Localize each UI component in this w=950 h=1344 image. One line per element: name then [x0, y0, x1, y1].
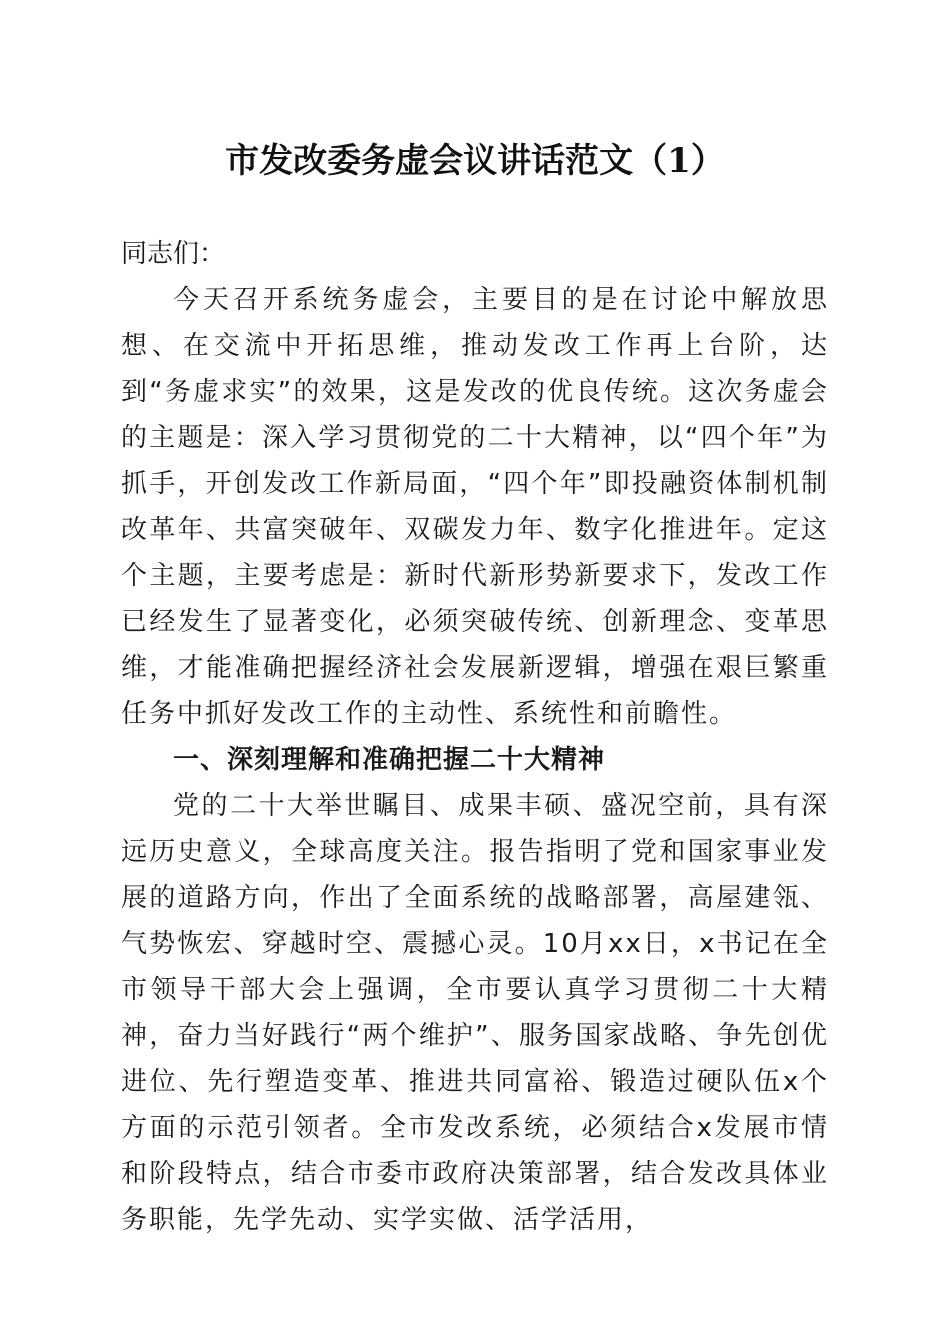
document-title: 市发改委务虚会议讲话范文（1） [225, 141, 725, 181]
salutation: 同志们： [121, 239, 226, 269]
document-body [121, 231, 829, 1243]
section-paragraph: 党的二十大举世瞩目、成果丰硕、盛况空前，具有深远历史意义，全球高度关注。报告指明了党和国家事业发展的道路方向，作出了全面系统的战略部署，高屋建瓴、气势恢宏、穿越时空、震撼心灵。10月xx日，x书记在全市领导干部大会上强调，全市要认真学习贯彻二十大精神，奋力当好践行“两个维护”、服务国家战略、争先创优进位、先行塑造变革、推进共同富裕、锻造过硬队伍x个方面的示范引领者。全市发改系统，必须结合x发展市情和阶段特点，结合市委市政府决策部署，结合发改具体业务职能，先学先动、实学实做、活学活用， [121, 791, 829, 1235]
intro-paragraph: 今天召开系统务虚会，主要目的是在讨论中解放思想、在交流中开拓思维，推动发改工作再上台阶，达到“务虚求实”的效果，这是发改的优良传统。这次务虚会的主题是：深入学习贯彻党的二十大精神，以“四个年”为抓手，开创发改工作新局面，“四个年”即投融资体制机制改革年、共富突破年、双碳发力年、数字化推进年。定这个主题，主要考虑是：新时代新形势新要求下，发改工作已经发生了显著变化，必须突破传统、创新理念、变革思维，才能准确把握经济社会发展新逻辑，增强在艰巨繁重任务中抓好发改工作的主动性、系统性和前瞻性。 [121, 285, 829, 729]
section-heading: 一、深刻理解和准确把握二十大精神 [173, 745, 606, 775]
